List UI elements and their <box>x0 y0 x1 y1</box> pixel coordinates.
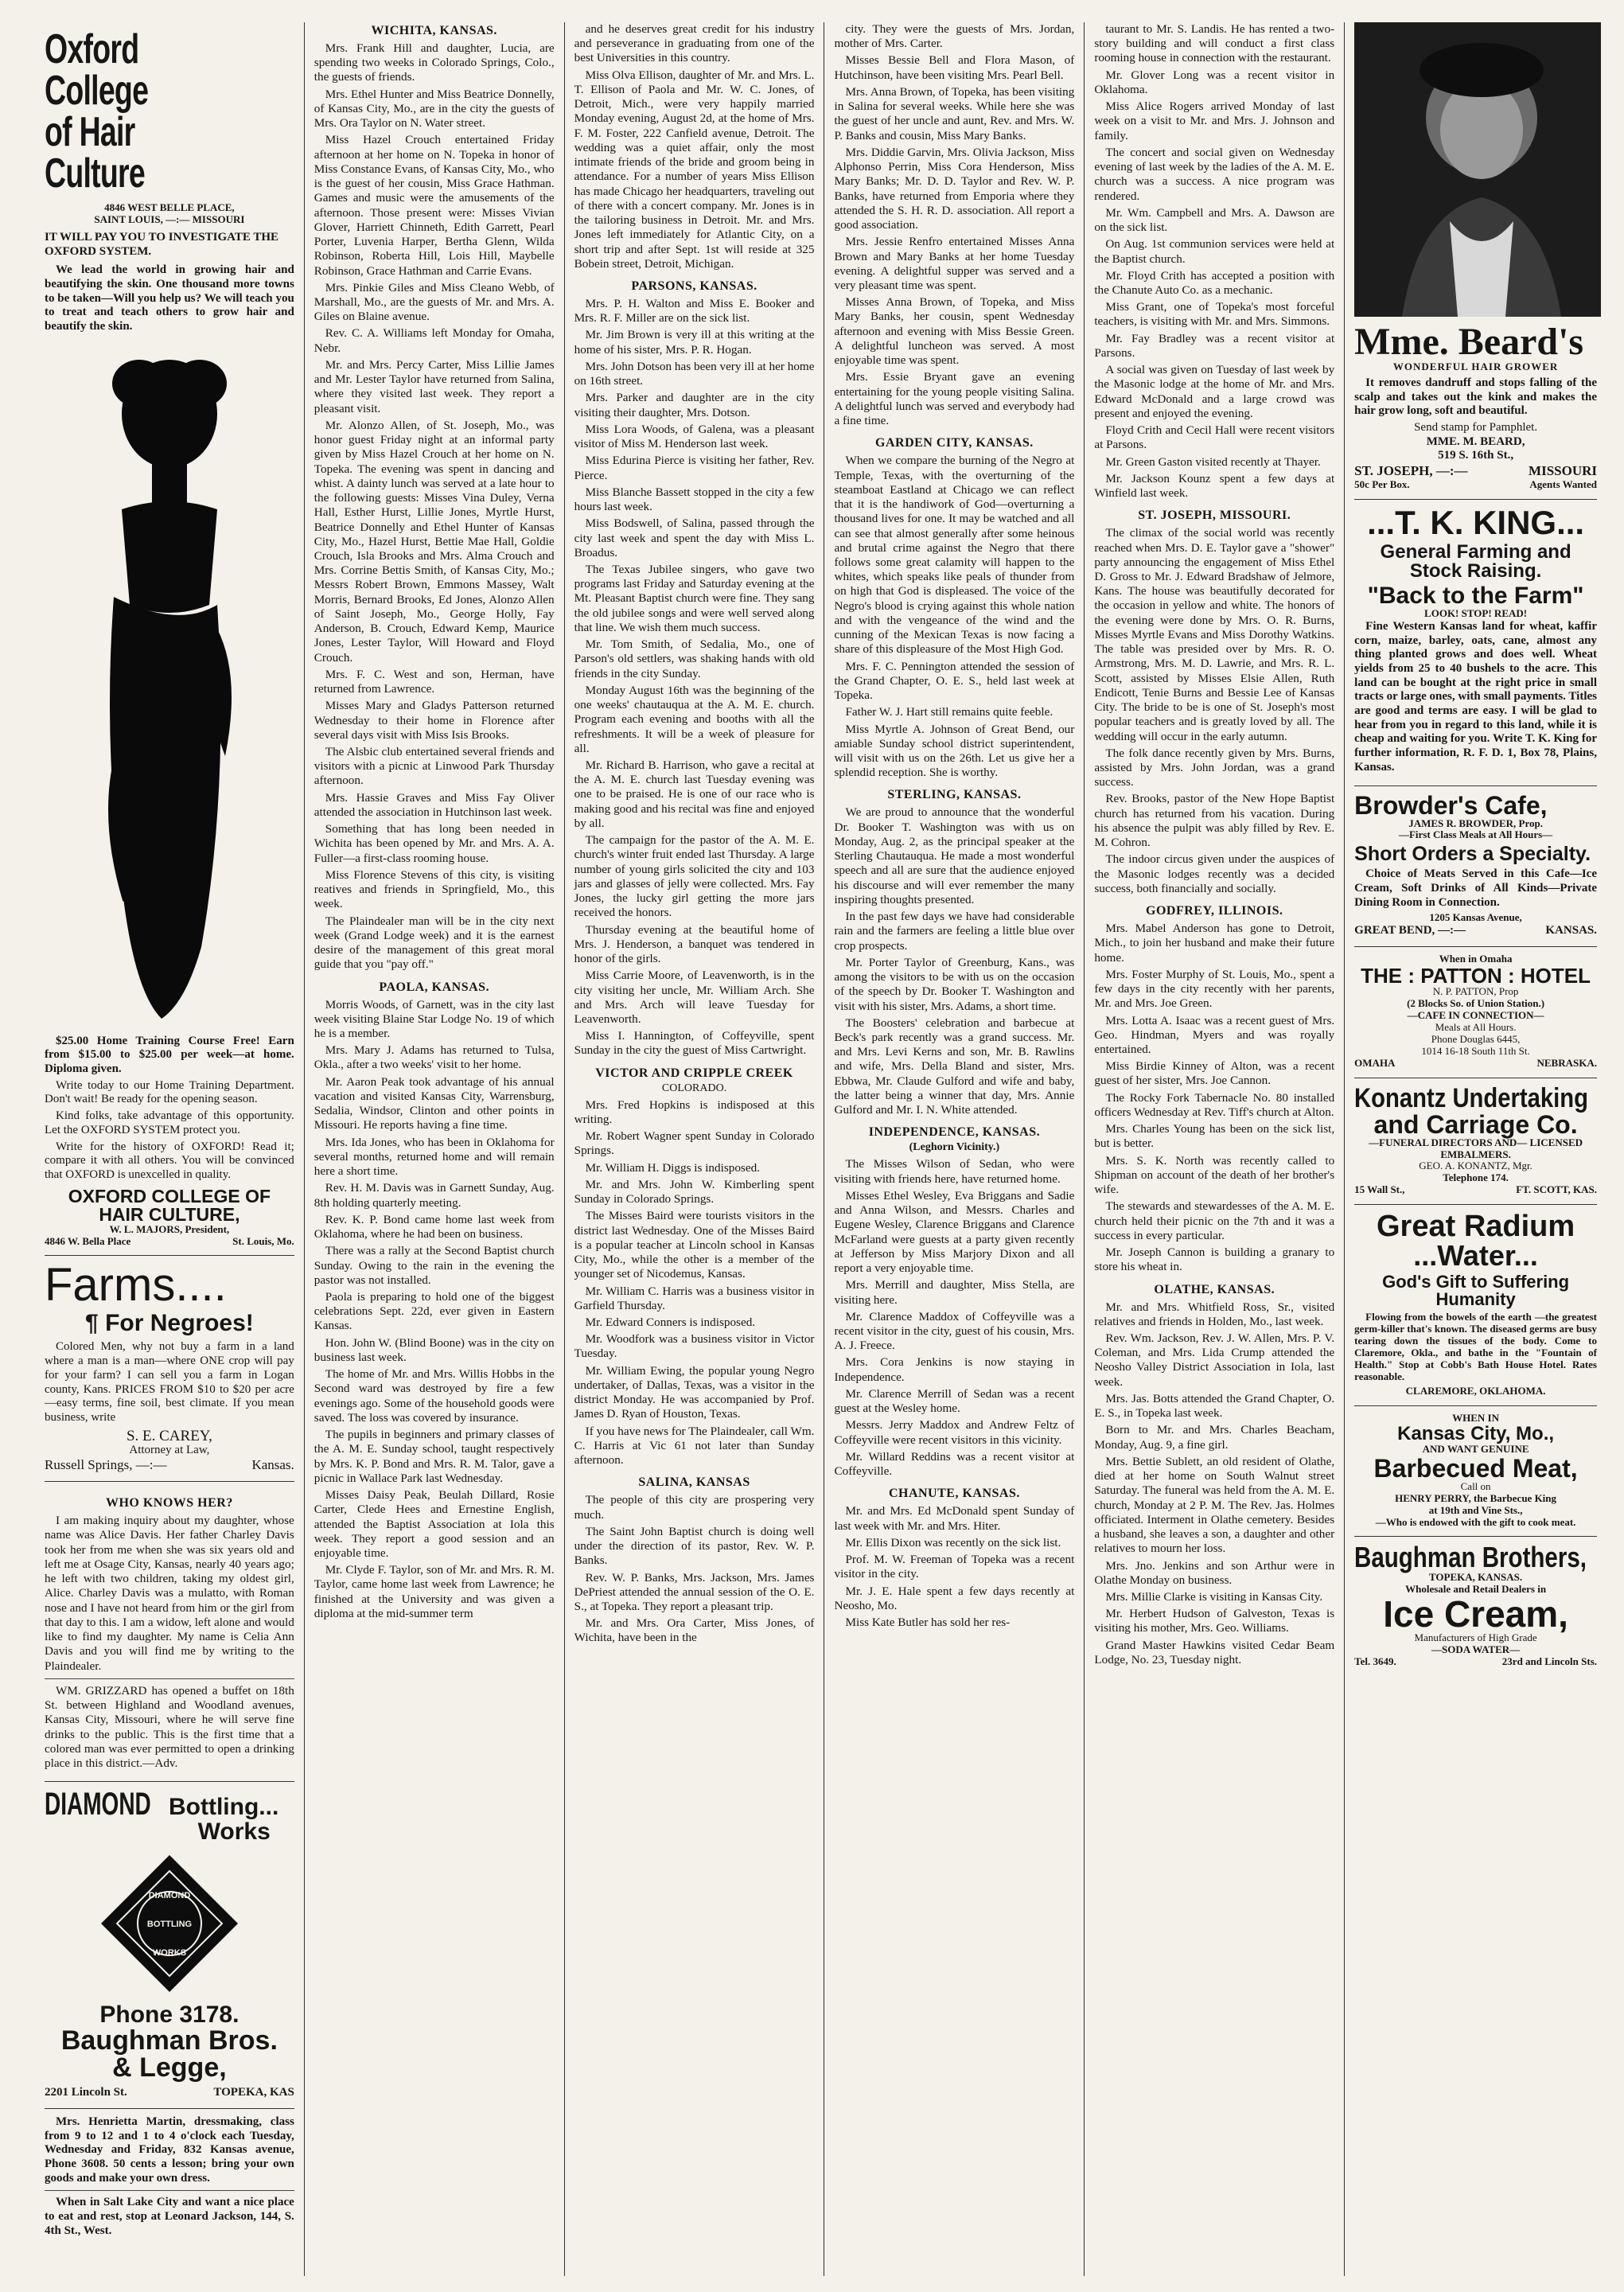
beard-body: It removes dandruff and stops falling of the scalp and takes out the kink and makes the hair grow long, soft and beautiful. <box>1354 376 1597 418</box>
news-item: city. They were the guests of Mrs. Jordan, mother of Mrs. Carter. <box>834 22 1075 51</box>
news-item: Mrs. P. H. Walton and Miss E. Booker and Mrs. R. F. Miller are on the sick list. <box>574 296 815 325</box>
parsons-heading: PARSONS, KANSAS. <box>631 279 757 293</box>
browder-city: GREAT BEND, —:— <box>1354 924 1466 937</box>
news-item: The Plaindealer man will be in the city next week (Grand Lodge week) and it is the earnest desire of the management of this great moral guide that you "pay off." <box>314 914 555 972</box>
news-item: Rev. H. M. Davis was in Garnett Sunday, Aug. 8th holding quarterly meeting. <box>314 1181 555 1210</box>
oxford-college-ad <box>45 22 294 1256</box>
konantz-city: FT. SCOTT, KAS. <box>1516 1183 1597 1196</box>
news-item: Mr. Ellis Dixon was recently on the sick list. <box>845 1535 1061 1549</box>
news-item: Miss Florence Stevens of this city, is visiting reatives and friends in Springfield, Mo., this week. <box>314 867 555 911</box>
news-item: Messrs. Jerry Maddox and Andrew Feltz of Coffeyville were recent visitors in this vicinity. <box>834 1418 1075 1447</box>
independence-news <box>834 1157 1074 1479</box>
chanute-news <box>834 1504 1074 1630</box>
baughman-tel: Tel. 3649. <box>1354 1655 1396 1668</box>
beard-city: ST. JOSEPH, —:— <box>1354 463 1468 479</box>
beard-price: 50c Per Box. <box>1354 478 1410 491</box>
news-item: Misses Bessie Bell and Flora Mason, of Hutchinson, have been visiting Mrs. Pearl Bell. <box>834 53 1075 82</box>
patton-state: NEBRASKA. <box>1536 1056 1597 1069</box>
news-item: Mrs. Ida Jones, who has been in Oklahoma for several months, returned home and will remain here a short time. <box>314 1135 555 1179</box>
browder-first: —First Class Meals at All Hours— <box>1398 828 1553 841</box>
king-farming-ad <box>1354 500 1597 786</box>
radium-water-ad <box>1354 1205 1597 1406</box>
news-item: Mr. Clyde F. Taylor, son of Mr. and Mrs. R. M. Taylor, came home last week from Lawrence; he finished at the University and was given a diploma at the mid-summer term <box>314 1563 555 1620</box>
diamond-logo-top: DIAMOND <box>148 1891 191 1901</box>
news-item: Mr. Clarence Maddox of Coffeyville was a recent visitor in the city, guest of his cousin, Mrs. A. J. Freece. <box>834 1309 1075 1353</box>
news-item: Mr. and Mrs. Whitfield Ross, Sr., visited relatives and friends in Holden, Mo., last week. <box>1094 1300 1335 1328</box>
news-item: Mr. Fay Bradley was a recent visitor at Parsons. <box>1094 331 1335 360</box>
konantz-address-row <box>1354 1184 1597 1196</box>
diamond-title-bottling: Bottling... <box>169 1794 279 1821</box>
column-4 <box>824 22 1085 2276</box>
diamond-city: TOPEKA, KAS <box>213 2086 294 2099</box>
perry-barbecue-ad <box>1354 1406 1597 1538</box>
news-item: Miss Carrie Moore, of Leavenworth, is in the city visiting her uncle, Mr. William Arch. She and Mrs. Arch will leave Tuesday for Leavenworth. <box>574 969 815 1026</box>
news-item: Misses Anna Brown, of Topeka, and Miss Mary Banks, her cousin, spent Wednesday afternoon and evening with Miss Bessie Green. A delightful luncheon was served. A most enjoyable time was spent. <box>834 295 1075 368</box>
news-item: The Texas Jubilee singers, who gave two programs last Friday and Saturday evening at the Mt. Pleasant Baptist church were fine. They sang the old jubilee songs and were well served along that line. We wish them much success. <box>574 562 815 634</box>
news-item: Mr. William H. Diggs is indisposed. <box>585 1160 760 1175</box>
salina-continued-news <box>834 22 1074 428</box>
news-item: Miss Lora Woods, of Galena, was a pleasant visitor of Miss M. Henderson last week. <box>574 422 815 451</box>
news-item: Mrs. Jno. Jenkins and son Arthur were in Olathe Monday on business. <box>1094 1558 1335 1587</box>
news-item: Mrs. Ethel Hunter and Miss Beatrice Donnelly, of Kansas City, Mo., are in the city the guests of Mrs. Ora Taylor on N. Water street. <box>314 87 555 131</box>
radium-body: Flowing from the bowels of the earth —the greatest germ-killer that's known. The diseased germs are busy tearing down the tissues of the body. Come to Claremore, Okla., and bathe in the "Fountain of Health." Stop at Cobb's Bath House Hotel. Rates reasonable. <box>1354 1311 1597 1382</box>
news-item: Mr. William Ewing, the popular young Negro undertaker, of Dallas, Texas, was a visitor in the district Monday. He was accompanied by Prof. James D. Ryan of Houston, Texas. <box>574 1363 815 1421</box>
konantz-telephone: Telephone 174. <box>1443 1171 1509 1184</box>
diamond-firm-line-2: & Legge, <box>112 2052 227 2083</box>
woman-silhouette-illustration <box>90 342 249 1027</box>
news-item: and he deserves great credit for his industry and perseverance in graduating from one of the best Universities in this country. <box>574 22 815 65</box>
news-item: taurant to Mr. S. Landis. He has rented a two-story building and will conduct a first class rooming house in connection with the restaurant. <box>1094 22 1335 65</box>
news-item: Mr. Tom Smith, of Sedalia, Mo., one of Parson's old settlers, was shaking hands with old friends in the city Sunday. <box>574 637 815 680</box>
beard-price-row <box>1354 479 1597 491</box>
browder-title: Browder's Cafe, <box>1354 790 1548 820</box>
paola-news <box>314 998 555 1622</box>
beard-ad <box>1354 22 1597 500</box>
news-item: Mr. Glover Long was a recent visitor in Oklahoma. <box>1094 68 1335 96</box>
king-look: LOOK! STOP! READ! <box>1424 607 1528 619</box>
news-item: Grand Master Hawkins visited Cedar Beam Lodge, No. 23, Tuesday night. <box>1094 1638 1335 1666</box>
news-item: Mrs. F. C. West and son, Herman, have returned from Lawrence. <box>314 667 555 696</box>
diamond-phone: Phone 3178. <box>99 2002 240 2029</box>
baughman-brothers-ad <box>1354 1537 1597 1676</box>
farms-name: S. E. CAREY, <box>126 1427 212 1444</box>
portrait-photo <box>1354 22 1601 317</box>
godfrey-heading: GODFREY, ILLINOIS. <box>1146 904 1283 918</box>
divider <box>45 2190 294 2191</box>
king-subtitle: General Farming and Stock Raising. <box>1380 541 1571 582</box>
garden-city-heading: GARDEN CITY, KANSAS. <box>875 436 1034 450</box>
farms-place-town: Russell Springs, —:— <box>45 1457 167 1473</box>
news-item: Mr. Jackson Kounz spent a few days at Winfield last week. <box>1094 471 1335 501</box>
news-item: Mr. Wm. Campbell and Mrs. A. Dawson are on the sick list. <box>1094 205 1335 235</box>
patton-blocks: (2 Blocks So. of Union Station.) <box>1407 996 1545 1009</box>
news-item: The Saint John Baptist church is doing well under the direction of its pastor, Rev. W. P. Banks. <box>574 1524 815 1568</box>
news-item: The home of Mr. and Mrs. Willis Hobbs in the Second ward was destroyed by fire a few evenings ago. Some of the household goods were saved. The loss was covered by insurance. <box>314 1367 555 1425</box>
salt-lake-notice: When in Salt Lake City and want a nice place to eat and rest, stop at Leonard Jackson, 144, S. 4th St., West. <box>45 2196 294 2237</box>
news-item: Hon. John W. (Blind Boone) was in the city on business last week. <box>314 1335 555 1364</box>
news-item: Prof. M. W. Freeman of Topeka was a recent visitor in the city. <box>834 1553 1075 1581</box>
news-item: Mr. Richard B. Harrison, who gave a recital at the A. M. E. church last Tuesday evening was one to be praised. He is one of our race who is making good and his recital was fine and enjoyed by all. <box>574 758 815 830</box>
news-item: Misses Ethel Wesley, Eva Briggans and Sadie and Anna Wilson, and Messrs. Charles and Eugene Wesley, Clarence Briggans and Clarence McFarland were guests at a party given recently at Jefferson by Miss Marjory Dixon and all report a very enjoyable time. <box>834 1188 1075 1276</box>
oxford-city: SAINT LOUIS, —:— MISSOURI <box>94 212 245 225</box>
news-item: Mrs. Bettie Sublett, an old resident of Olathe, died at her home on South Walnut street Saturday. The funeral was held from the A. M. E. church, Monday at 2 P. M. The Rev. Jas. Holmes officiated. Interment in Olathe cemetery. Besides a husband, she leaves a son, a daughter and other relatives to mourn her loss. <box>1094 1454 1335 1556</box>
news-item: Mrs. Jas. Botts attended the Grand Chapter, O. E. S., in Topeka last week. <box>1094 1391 1335 1421</box>
news-item: Mr. William C. Harris was a business visitor in Garfield Thursday. <box>574 1284 815 1312</box>
news-item: Mr. Woodfork was a business visitor in Victor Tuesday. <box>574 1332 815 1361</box>
news-item: The campaign for the pastor of the A. M. E. church's winter fruit ended last Thursday. A large number of young girls solicited the city and 103 jars and glasses of jelly were collected. Mrs. Fay Jones, the lucky girl getting the more jars received the honors. <box>574 833 815 920</box>
news-item: Mrs. Foster Murphy of St. Louis, Mo., spent a few days in the city recently with her parents, Mr. and Mrs. Joe Green. <box>1094 967 1335 1011</box>
patton-hotel-ad <box>1354 947 1597 1078</box>
news-item: The indoor circus given under the auspices of the Masonic lodges recently was a decided success, both financially and socially. <box>1094 852 1335 895</box>
oxford-pay-line: IT WILL PAY YOU TO INVESTIGATE THE OXFORD SYSTEM. <box>45 230 279 258</box>
grizzard-notice: WM. GRIZZARD has opened a buffet on 18th St. between Highland and Woodland avenues, Kansas City, Missouri, where he will serve fine drinks to the public. This is the first time that a colored man was ever permitted to open a drinking place in this district.—Adv. <box>45 1683 294 1770</box>
news-item: There was a rally at the Second Baptist church Sunday. Owing to the rain in the evening the pastor was not installed. <box>314 1244 555 1287</box>
oxford-title-line-2: of Hair Culture <box>45 109 145 197</box>
news-item: Miss Bodswell, of Salina, passed through the city last week and spent the day with Miss L. Broadus. <box>574 516 815 559</box>
st-joseph-heading: ST. JOSEPH, MISSOURI. <box>1138 509 1291 523</box>
column-3 <box>565 22 825 2276</box>
baughman-ice-cream: Ice Cream, <box>1383 1593 1568 1635</box>
news-item: Rev. Wm. Jackson, Rev. J. W. Allen, Mrs. P. V. Coleman, and Mrs. Lida Crump attended the Neosho Valley District Association in Iola, last week. <box>1094 1331 1335 1389</box>
news-item: Mr. Porter Taylor of Greenburg, Kans., was among the visitors to be with us on the occasion of the speech by Dr. Booker T. Washington and visit with his sister, Mrs. Adams, a short time. <box>834 955 1075 1013</box>
diamond-title-row <box>45 1788 294 1820</box>
column-6 <box>1345 22 1606 2276</box>
column-5 <box>1085 22 1345 2276</box>
news-item: The Rocky Fork Tabernacle No. 80 installed officers Wednesday at Rev. Tiff's church at Alton. <box>1094 1090 1335 1119</box>
garden-city-news <box>834 454 1074 780</box>
diamond-title-works: Works <box>197 1818 271 1846</box>
news-item: Mrs. Mabel Anderson has gone to Detroit, Mich., to join her husband and make their future home. <box>1094 922 1335 965</box>
news-item: Mrs. Essie Bryant gave an evening entertaining for the young people visiting Salina. A delightful lunch was served and everybody had a fine time. <box>834 370 1075 428</box>
beard-state: MISSOURI <box>1529 463 1597 479</box>
king-title: ...T. K. KING... <box>1367 504 1585 541</box>
news-item: Mr. and Mrs. Ora Carter, Miss Jones, of Wichita, have been in the <box>574 1616 815 1645</box>
chanute-heading: CHANUTE, KANSAS. <box>888 1487 1020 1501</box>
news-item: The Alsbic club entertained several friends and visitors with a picnic at Linwood Park Thursday afternoon. <box>314 745 555 788</box>
farms-subtitle <box>45 1312 294 1335</box>
patton-phone: Phone Douglas 6445, <box>1431 1032 1521 1045</box>
news-item: Morris Woods, of Garnett, was in the city last week visiting Blaine Star Lodge No. 19 of which he is a member. <box>314 997 555 1040</box>
parsons-news <box>574 297 815 1058</box>
news-item: Mr. Jim Brown is very ill at this writing at the home of his sister, Mrs. P. R. Hogan. <box>574 328 815 357</box>
farms-body: Colored Men, why not buy a farm in a land where a man is a man—where ONE crop will pay for your farm? I can sell you a farm in Logan county, Kans. PRICES FROM $10 to $20 per acre—easy terms, fine soil, best climate. If you mean business, write <box>45 1340 294 1424</box>
news-item: We are proud to announce that the wonderful Dr. Booker T. Washington was with us on Monday, Aug. 2, as the principal speaker at the Sterling Chautauqua. He made a most wonderful speech and all are sure that the audience enjoyed his discourse and will ever remember the many inspiring thoughts presented. <box>834 805 1075 906</box>
victor-subheading: COLORADO. <box>661 1082 727 1094</box>
browder-cafe-ad <box>1354 786 1597 948</box>
news-item: Miss Hazel Crouch entertained Friday afternoon at her home on N. Topeka in honor of Miss Constance Evans, of Kansas City, Mo., who is the guest of her cousin, Miss Grace Hathman. Games and music were the amusements of the afternoon. Those present were: Misses Vivian Glover, Harriett Chinneth, Edith Garrett, Pearl Porter, Luvenia Harper, Bertha Glenn, Wilda Robinson, Roberta Hill, Lois Hill, Maybelle Robinson, Grace Hathman and Carrie Evans. <box>314 133 555 278</box>
news-item: Miss Alice Rogers arrived Monday of last week on a visit to Mr. and Mrs. J. Johnson and family. <box>1094 99 1335 142</box>
news-item: The climax of the social world was recently reached when Mrs. D. E. Taylor gave a "shower" party announcing the engagement of Miss Ethel D. Gross to Mr. J. Edward Bradshaw of Jelmore, Kans. The house was beautifully decorated for the occasion in yellow and white. The honors of the evening were done by Mrs. O. R. Burns, Misses Myrtle Evans and Miss Dorothy Watkins. The table was presided over by Mrs. R. O. Armstrong, Mrs. M. D. Lawrie, and Mrs. R. L. Scott, assisted by Misses Elsie Allen, Ruth Endicott, Tenie Burns and Bessie Lee of Kansas City. The bride to be is one of St. Joseph's most popular teachers and is greatly loved by all. The wedding will occur in the early autumn. <box>1094 526 1335 743</box>
diamond-firm-line-1: Baughman Bros. <box>60 2025 278 2056</box>
beard-city-row <box>1354 463 1597 479</box>
news-item: Rev. K. P. Bond came home last week from Oklahoma, where he had been on business. <box>314 1212 555 1242</box>
perry-title: Barbecued Meat, <box>1373 1453 1578 1483</box>
paola-continued-news <box>574 22 815 271</box>
diamond-logo-mid: BOTTLING <box>146 1920 192 1930</box>
martin-dressmaking-notice: Mrs. Henrietta Martin, dressmaking, class from 9 to 12 and 1 to 4 o'clock each Tuesday, Wednesday and Friday, 832 Kansas avenue, Phone 3608. 50 cents a lesson; bring your own goods and make your own dress. <box>45 2115 294 2185</box>
patton-city-row <box>1354 1058 1597 1070</box>
news-item: Monday August 16th was the beginning of the one weeks' chautauqua at the A. M. E. church. Program each evening and booths with all the refreshments. It will be a week of pleasure for all. <box>574 683 815 755</box>
godfrey-news <box>1094 922 1334 1274</box>
perry-address: at 19th and Vine Sts., <box>1428 1503 1523 1516</box>
wichita-news <box>314 41 555 973</box>
news-item: Mrs. Charles Young has been on the sick list, but is better. <box>1094 1122 1335 1151</box>
news-item: Mrs. Lotta A. Isaac was a recent guest of Mrs. Geo. Hindman, Myers and was royally entertained. <box>1094 1013 1335 1056</box>
news-item: If you have news for The Plaindealer, call Wm. C. Harris at Vic 61 not later than Sunday afternoon. <box>574 1424 815 1468</box>
patton-city: OMAHA <box>1354 1056 1396 1069</box>
baughman-title: Baughman Brothers, <box>1354 1541 1587 1574</box>
news-item: The Boosters' celebration and barbecue at Beck's park recently was a grand success. Mr. and Mrs. Levi Kerns and son, Mr. B. Rawlins and wife, Mrs. Della Bland and sister, Mrs. Ebbwa, Mr. Claude Gulford and wife and baby, the latter being a winner that day, Mrs. Annie Gulford and Mr. I. N. White attended. <box>834 1015 1075 1117</box>
beard-agents: Agents Wanted <box>1529 478 1597 491</box>
news-item: On Aug. 1st communion services were held at the Baptist church. <box>1094 237 1335 266</box>
oxford-write-today: Write today to our Home Training Department. Don't wait! Be ready for the opening season. <box>45 1078 294 1106</box>
beard-title: Mme. Beard's <box>1354 321 1584 363</box>
column-1 <box>35 22 305 2276</box>
wichita-heading: WICHITA, KANSAS. <box>371 24 497 37</box>
news-item: In the past few days we have had considerable rain and the farmers are feeling a little blue over crop prospects. <box>834 910 1075 953</box>
news-item: Miss Kate Butler has sold her res- <box>845 1615 1011 1629</box>
news-item: Mr. J. E. Hale spent a few days recently at Neosho, Mo. <box>834 1584 1075 1612</box>
patton-prop: N. P. PATTON, Prop <box>1432 985 1519 997</box>
news-item: Mrs. Hassie Graves and Miss Fay Oliver attended the association in Hutchinson last week. <box>314 790 555 819</box>
independence-heading: INDEPENDENCE, KANSAS. <box>868 1125 1041 1140</box>
oxford-name-line-1: OXFORD COLLEGE OF <box>68 1185 271 1206</box>
diamond-bottling-ad <box>45 1782 294 2109</box>
news-item: Mrs. Parker and daughter are in the city visiting their daughter, Mrs. Dotson. <box>574 391 815 419</box>
oxford-lead-text: We lead the world in growing hair and beautifying the skin. One thousand more towns to be taken—Will you help us? We will teach you to treat and teach others to grow hair and beautify the skin. <box>45 263 294 333</box>
beard-subtitle: WONDERFUL HAIR GROWER <box>1392 361 1559 372</box>
news-item: Mr. Herbert Hudson of Galveston, Texas is visiting his mother, Mrs. Geo. Williams. <box>1094 1607 1335 1635</box>
patton-address: 1014 16-18 South 11th St. <box>1421 1044 1530 1057</box>
news-item: Mrs. Mary J. Adams has returned to Tulsa, Okla., after a two weeks' visit to her home. <box>314 1043 555 1072</box>
perry-gift: —Who is endowed with the gift to cook meat. <box>1375 1515 1576 1528</box>
news-item: The pupils in beginners and primary classes of the A. M. E. Sunday school, taught respectively by Mrs. K. P. Bond and Mrs. R. M. Talor, gave a picnic in Wallace Park last Wednesday. <box>314 1428 555 1485</box>
konantz-manager: GEO. A. KONANTZ, Mgr. <box>1419 1160 1532 1172</box>
news-item: Something that has long been needed in Wichita has been opened by Mr. and Mrs. A. A. Fuller—a first-class rooming house. <box>314 822 555 865</box>
olathe-news <box>1094 1300 1334 1668</box>
oxford-course-offer: $25.00 Home Training Course Free! Earn from $15.00 to $25.00 per week—at home. Diploma given. <box>45 1034 294 1076</box>
news-item: Mr. and Mrs. John W. Kimberling spent Sunday in Colorado Springs. <box>574 1177 815 1206</box>
news-item: Mr. Robert Wagner spent Sunday in Colorado Springs. <box>574 1129 815 1158</box>
news-item: Mrs. Diddie Garvin, Mrs. Olivia Jackson, Miss Alphonso Perrin, Miss Cora Henderson, Miss Mary Banks; Mr. D. D. Taylor and Rev. W. P. Banks, have returned from Emporia where they attended the S. H. R. D. association. All report a good association. <box>834 145 1075 232</box>
news-item: Mr. Aaron Peak took advantage of his annual vacation and visited Kansas City, Warrensburg, Sedalia, Windsor, Clinton and other points in Missouri. He reports having a fine time. <box>314 1074 555 1132</box>
baughman-soda: —SODA WATER— <box>1431 1643 1521 1656</box>
page-columns <box>35 22 1606 2276</box>
paola-heading: PAOLA, KANSAS. <box>379 980 490 994</box>
radium-title-line-1: Great Radium <box>1377 1210 1575 1244</box>
news-item: Rev. W. P. Banks, Mrs. Jackson, Mrs. James DePriest attended the annual session of the O. E. S., at Topeka. They report a pleasant trip. <box>574 1570 815 1613</box>
beard-name: MME. M. BEARD, <box>1426 435 1525 448</box>
browder-city-row <box>1354 924 1597 938</box>
diamond-title-word: DIAMOND <box>45 1787 151 1822</box>
king-body: Fine Western Kansas land for wheat, kaffir corn, maize, barley, oats, cane, almost any thing planted grows and does well. Wheat yields from 25 to 40 bushels to the acre. This land can be bought at the right price in small tracts or large ones, with small payments. Titles are good and terms are easy. I will be glad to hear from you in regard to this land, while it is cheap and waiting for you. Write T. K. King for further information, R. F. D. 1, Box 78, Plains, Kansas. <box>1354 619 1597 774</box>
oxford-name-line-2: HAIR CULTURE, <box>99 1203 240 1225</box>
news-item: The folk dance recently given by Mrs. Burns, assisted by Mrs. John Jordan, was a grand success. <box>1094 746 1335 789</box>
news-item: The Misses Wilson of Sedan, who were visiting with friends here, have returned home. <box>834 1157 1075 1186</box>
victor-heading: VICTOR AND CRIPPLE CREEK <box>595 1066 793 1080</box>
radium-city: CLAREMORE, OKLAHOMA. <box>1405 1384 1546 1397</box>
farms-place <box>45 1457 294 1473</box>
news-item: The stewards and stewardesses of the A. M. E. church held their picnic on the 7th and it was a success in every particular. <box>1094 1199 1335 1242</box>
news-item: Misses Daisy Peak, Beulah Dillard, Rosie Carter, Clede Hees and Ernestine English, attended the Baptist Association at Iola this week. They report a good session and an enjoyable time. <box>314 1488 555 1560</box>
news-item: Mr. Green Gaston visited recently at Thayer. <box>1105 454 1321 469</box>
radium-title-line-2: ...Water... <box>1413 1239 1538 1273</box>
news-item: Rev. C. A. Williams left Monday for Omaha, Nebr. <box>314 326 555 355</box>
farms-role: Attorney at Law, <box>129 1443 210 1456</box>
oxford-footer-city: St. Louis, Mo. <box>232 1234 294 1247</box>
browder-state: KANSAS. <box>1545 924 1597 937</box>
browder-prop: JAMES R. BROWDER, Prop. <box>1408 817 1543 829</box>
news-item: Mr. and Mrs. Ed McDonald spent Sunday of last week with Mr. and Mrs. Hiter. <box>834 1504 1075 1533</box>
beard-street: 519 S. 16th St., <box>1438 449 1514 462</box>
oxford-footer <box>45 1236 294 1248</box>
news-item: The concert and social given on Wednesday evening of last week by the ladies of the A. M. E. church was a success. A nice program was rendered. <box>1094 145 1335 203</box>
salina-news <box>574 1493 815 1645</box>
news-item: Thursday evening at the beautiful home of Mrs. J. Henderson, a banquet was tendered in honor of the girls. <box>574 922 815 966</box>
konantz-title-line-2: and Carriage Co. <box>1373 1109 1578 1139</box>
perry-name: HENRY PERRY, the Barbecue King <box>1395 1491 1557 1504</box>
news-item: Father W. J. Hart still remains quite feeble. <box>845 705 1053 719</box>
news-item: Mrs. Anna Brown, of Topeka, has been visiting in Salina for several weeks. While here she was the guest of her uncle and aunt, Rev. and Mrs. W. P. Banks and cousin, Miss Mary Banks. <box>834 84 1075 142</box>
news-item: Misses Mary and Gladys Patterson returned Wednesday to their home in Florence after several days visit with Miss Isis Brooks. <box>314 699 555 742</box>
news-item: Mr. Joseph Cannon is building a granary to store his wheat in. <box>1094 1245 1335 1274</box>
who-knows-her-body: I am making inquiry about my daughter, whose name was Alice Davis. Her father Charley Davis took her from me when she was six years old and left me at Osage City, Kansas, nearly 40 years ago; he left with two children, taking my oldest girl, Alice. Charley Davis was a mulatto, with Roman nose and I have not heard from him or the girl from that day to this. I am a widow, left alone and would like to find my daughter. My name is Celia Ann Davis and you will find me by writing to the Plaindealer. <box>45 1514 294 1673</box>
baughman-manufacturers: Manufacturers of High Grade <box>1414 1631 1537 1644</box>
browder-short-orders: Short Orders a Specialty. <box>1354 843 1591 866</box>
farms-ad <box>45 1256 294 1482</box>
salina-heading: SALINA, KANSAS <box>638 1475 750 1490</box>
victor-news <box>574 1098 815 1468</box>
baughman-city: TOPEKA, KANSAS. <box>1429 1571 1523 1584</box>
news-item: Mrs. Frank Hill and daughter, Lucia, are spending two weeks in Colorado Springs, Colo., the guests of friends. <box>314 41 555 84</box>
news-item: Mrs. Millie Clarke is visiting in Kansas City. <box>1105 1589 1323 1604</box>
diamond-logo-bot: WORKS <box>152 1948 186 1959</box>
perry-city: Kansas City, Mo., <box>1397 1422 1555 1444</box>
browder-body: Choice of Meats Served in this Cafe—Ice Cream, Soft Drinks of All Kinds—Private Dining Room in Connection. <box>1354 867 1597 909</box>
news-item: Rev. Brooks, pastor of the New Hope Baptist church has returned from his vacation. During his absence the pulpit was ably filled by Rev. E. M. Cohron. <box>1094 792 1335 850</box>
news-item: Mr. Clarence Merrill of Sedan was a recent guest at the Wesley home. <box>834 1386 1075 1416</box>
farms-title: Farms.... <box>45 1259 227 1312</box>
patton-cafe: —CAFE IN CONNECTION— <box>1407 1008 1544 1021</box>
divider <box>45 1678 294 1679</box>
news-item: A social was given on Tuesday of last week by the Masonic lodge at the home of Mr. and Mrs. Edward McDonald and a large crowd was present and enjoyed the evening. <box>1094 363 1335 420</box>
diamond-address <box>45 2086 294 2100</box>
oxford-president: W. L. MAJORS, President, <box>109 1222 230 1235</box>
news-item: The Misses Baird were tourists visitors in the district last Wednesday. One of the Misses Baird is a popular teacher at Lincoln school in Kansas City, Mo., while the other is a member of the younger set of Nicodemus, Kansas. <box>574 1209 815 1281</box>
oxford-address: 4846 WEST BELLE PLACE, <box>104 201 235 213</box>
news-item: Floyd Crith and Cecil Hall were recent visitors at Parsons. <box>1094 423 1335 452</box>
konantz-title-line-1: Konantz Undertaking <box>1354 1082 1589 1113</box>
news-item: Mrs. Cora Jenkins is now staying in Independence. <box>834 1355 1075 1384</box>
news-item: Mrs. Fred Hopkins is indisposed at this writing. <box>574 1097 815 1126</box>
news-item: Mrs. Pinkie Giles and Miss Cleano Webb, of Marshall, Mo., are the guests of Mr. and Mrs. A. Giles on Blaine avenue. <box>314 280 555 324</box>
news-item: When we compare the burning of the Negro at Temple, Texas, with the overturning of the steamboat Eastland at Chicago we can reflect that it is the handiwork of God—overturning a thousand lives for one. It may be watched and all can see that almost generally after some heinous and brutal crime against the Negro that there follows some great calamity will happen to the whites, which speaks like peals of thunder from on high that God is displeased. The voice of the Negro's blood is crying against this whole nation and with the vengeance of the wind and the cunning of the Mexican Texas is now facing a share of this displeasure of the Most High God. <box>834 454 1075 657</box>
news-item: The people of this city are prospering very much. <box>574 1493 815 1522</box>
pilcrow-icon: ¶ <box>85 1310 106 1337</box>
news-item: Mr. Alonzo Allen, of St. Joseph, Mo., was honor guest Friday night at an informal party given by Miss Hazel Crouch at her home on N. Topeka. The evening was spent in dancing and whist. A dainty lunch was served at a late hour to the following guests: Misses Vina Duley, Verna Hall, Esther Hurst, Lillie Jones, Myrtle Hurst, Beatrice Donnelly and Ethel Hunter of Kansas City, Mo., Hazel Hurst, Bettie Mae Hall, Goldie Crouch, Isla Brooks and Mrs. Alma Crouch and Mrs. Corrine Bettis Smith, of Kansas City, Mo.; Messrs Robert Brown, Emmons Massey, Walt Morris, Bernard Brooks, Ed Jones, Alonzo Allen of Saint Joseph, Mo., George Holly, Fay Anderson, B. Crouch, Edward Kemp, Maurice Jones, Lester Taylor, Will Howard and Floyd Crouch. <box>314 418 555 665</box>
oxford-footer-address: 4846 W. Bella Place <box>45 1234 131 1247</box>
column-2 <box>305 22 565 2276</box>
radium-sub-line-1: God's Gift to Suffering <box>1382 1272 1570 1292</box>
olathe-heading: OLATHE, KANSAS. <box>1154 1282 1275 1296</box>
who-knows-her-notice <box>45 1482 294 1782</box>
oxford-title-line-1: Oxford College <box>45 26 149 114</box>
news-item: Miss Birdie Kinney of Alton, was a recent guest of her sister, Mrs. Joe Cannon. <box>1094 1059 1335 1088</box>
independence-subheading: (Leghorn Vicinity.) <box>909 1141 1000 1154</box>
who-knows-her-heading: WHO KNOWS HER? <box>105 1496 233 1510</box>
misc-notices <box>45 2109 294 2249</box>
perry-when: WHEN IN <box>1452 1411 1500 1424</box>
baughman-sub: Wholesale and Retail Dealers in <box>1405 1583 1547 1596</box>
king-slogan: "Back to the Farm" <box>1367 583 1584 609</box>
sterling-heading: STERLING, KANSAS. <box>887 788 1022 802</box>
patton-when: When in Omaha <box>1439 953 1513 965</box>
news-item: Mrs. F. C. Pennington attended the session of the Grand Chapter, O. E. S., held last week at Topeka. <box>834 659 1075 703</box>
konantz-subtitle: —FUNERAL DIRECTORS AND— LICENSED EMBALMERS. <box>1369 1136 1583 1160</box>
baughman-contact-row <box>1354 1656 1597 1668</box>
perry-want: AND WANT GENUINE <box>1422 1442 1529 1455</box>
farms-place-state: Kansas. <box>251 1457 294 1473</box>
news-item: Born to Mr. and Mrs. Charles Beacham, Monday, Aug. 9, a fine girl. <box>1094 1423 1335 1452</box>
baughman-address: 23rd and Lincoln Sts. <box>1501 1655 1597 1668</box>
news-item: Mr. Floyd Crith has accepted a position with the Chanute Auto Co. as a mechanic. <box>1094 268 1335 297</box>
news-item: Miss I. Hannington, of Coffeyville, spent Sunday in the city the guest of Miss Cartwright. <box>574 1029 815 1058</box>
radium-sub-line-2: Humanity <box>1435 1289 1516 1310</box>
news-item: Mr. and Mrs. Percy Carter, Miss Lillie James and Mr. Lester Taylor have returned from Salina, where they visited last week. They report a pleasant visit. <box>314 357 555 415</box>
perry-call: Call on <box>1460 1479 1491 1492</box>
news-item: Miss Olva Ellison, daughter of Mr. and Mrs. L. T. Ellison of Paola and Mr. W. C. Jones, of Detroit, Mich., were very happily married Monday evening, August 2d, at the home of Mrs. F. M. Foster, 222 Canfield avenue, Detroit. The wedding was a quiet affair, only the most intimate friends of the bride and groom being in attendance. For a number of years Miss Ellison has made Chicago her headquarters, traveling out of there with a concert company. Mr. Jones is in the tailoring business in Detroit. Mr. and Mrs. Jones left immediately for Atlantic City, on a short trip and after Sept. 1st will reside at 325 Bobein street, Detroit, Michigan. <box>574 68 815 271</box>
konantz-undertaking-ad <box>1354 1078 1597 1206</box>
news-item: Paola is preparing to hold one of the biggest celebrations Sept. 22d, ever given in Eastern Kansas. <box>314 1289 555 1333</box>
diamond-street: 2201 Lincoln St. <box>45 2086 127 2099</box>
news-item: Miss Grant, one of Topeka's most forceful teachers, is visiting with Mr. and Mrs. Simmons. <box>1094 300 1335 329</box>
chanute-continued-news <box>1094 22 1334 501</box>
news-item: Mrs. John Dotson has been very ill at her home on 16th street. <box>574 359 815 388</box>
oxford-kind-folks: Kind folks, take advantage of this opportunity. Let the OXFORD SYSTEM protect you. <box>45 1109 294 1136</box>
news-item: Mrs. Jessie Renfro entertained Misses Anna Brown and Mary Banks at her home Tuesday evening. A delightful supper was served and a very pleasant time was spent. <box>834 235 1075 292</box>
patton-title: THE : PATTON : HOTEL <box>1361 964 1591 988</box>
diamond-logo-icon <box>98 1852 241 1995</box>
farms-subtitle-text: For Negroes! <box>105 1310 254 1337</box>
konantz-street: 15 Wall St., <box>1354 1183 1405 1196</box>
oxford-history: Write for the history of OXFORD! Read it; compare it with all others. You will be convinced that OXFORD is unexcelled in quality. <box>45 1140 294 1181</box>
news-item: Miss Myrtle A. Johnson of Great Bend, our amiable Sunday school district superintendent, will visit with us on the 26th. Let us give her a splendid reception. She is worthy. <box>834 722 1075 780</box>
browder-address: 1205 Kansas Avenue, <box>1429 911 1522 924</box>
news-item: Miss Edurina Pierce is visiting her father, Rev. Pierce. <box>574 454 815 482</box>
sterling-news <box>834 805 1074 1117</box>
st-joseph-news <box>1094 526 1334 896</box>
patton-meals: Meals at All Hours. <box>1435 1020 1517 1033</box>
news-item: Mrs. Merrill and daughter, Miss Stella, are visiting here. <box>834 1278 1075 1307</box>
beard-send: Send stamp for Pamphlet. <box>1414 421 1538 434</box>
news-item: Mr. Willard Reddins was a recent visitor at Coffeyville. <box>834 1449 1075 1479</box>
news-item: Mr. Edward Conners is indisposed. <box>585 1315 756 1329</box>
news-item: Mrs. S. K. North was recently called to Shipman on account of the death of her brother's wife. <box>1094 1153 1335 1197</box>
news-item: Miss Blanche Bassett stopped in the city a few hours last week. <box>574 485 815 514</box>
